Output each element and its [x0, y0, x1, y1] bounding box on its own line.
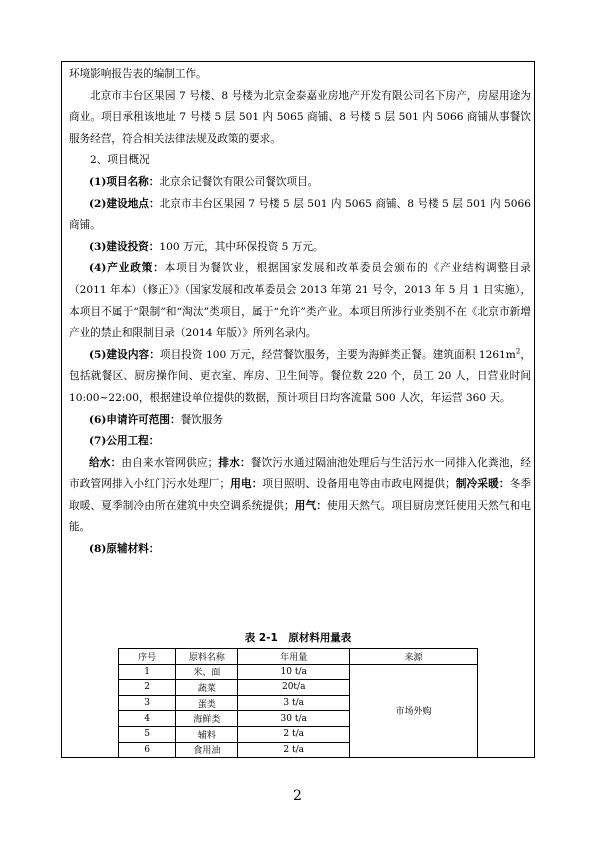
cell-usage: 20t/a [238, 680, 350, 696]
item-policy [69, 258, 531, 344]
cell-source: 市场外购 [349, 664, 477, 758]
item-text: 项目投资 100 万元，经营餐饮服务，主要为海鲜类正餐。建筑面积 1261m [159, 348, 516, 361]
utilities-detail [69, 453, 531, 539]
cell-index: 3 [119, 695, 176, 711]
paragraph-site: 北京市丰台区果园 7 号楼、8 号楼为北京金泰嘉业房地产开发有限公司名下房产，房屋用途为商业。项目承租该地址 7 号楼 5 层 501 内 5065 商铺、8 号楼 5 层 501 内 5066 商铺从事餐饮服务经营，符合相关法律法规及政策的要求。 [69, 89, 531, 145]
item-utilities [69, 431, 531, 453]
item-text: 100 万元，其中环保投资 5 万元。 [159, 240, 324, 253]
item-label: (6)申请许可范围： [89, 413, 181, 426]
utility-label: 排水： [218, 456, 251, 469]
cell-material: 辅料 [176, 726, 238, 742]
item-label: (2)建设地点： [89, 197, 160, 210]
header-source: 来源 [349, 649, 477, 665]
header-material: 原料名称 [176, 649, 238, 665]
item-label: (4)产业政策： [89, 262, 165, 275]
utility-text: 项目照明、设备用电等由市政电网提供； [262, 478, 456, 491]
section-heading: 2、项目概况 [90, 154, 150, 167]
utility-label: 用电： [230, 478, 263, 491]
cell-index: 4 [119, 711, 176, 727]
paragraph-continuation: 环境影响报告表的编制工作。 [69, 68, 207, 80]
cell-usage: 2 t/a [238, 726, 350, 742]
utility-label: 给水： [89, 456, 122, 469]
item-label: (1)项目名称： [89, 175, 160, 188]
utility-label: 用气： [294, 499, 327, 512]
cell-usage: 3 t/a [238, 695, 350, 711]
item-label: (3)建设投资： [89, 240, 160, 253]
item-label: (5)建设内容： [89, 348, 160, 361]
utility-text: 使用天然气。项目厨房烹饪使用天然气和电能。 [69, 499, 532, 534]
cell-usage: 30 t/a [238, 711, 350, 727]
cell-index: 1 [119, 664, 176, 680]
item-construction [69, 345, 531, 410]
utility-label: 制冷采暖： [455, 478, 510, 491]
item-license-scope [69, 410, 531, 432]
cell-material: 食用油 [176, 742, 238, 758]
item-text: 餐饮服务 [180, 413, 223, 426]
cell-material: 蛋类 [176, 695, 238, 711]
item-materials [69, 539, 531, 561]
page-number: 2 [293, 788, 302, 804]
superscript: 2 [515, 347, 521, 356]
utility-text: 餐饮污水通过隔油池处理后与生活污水一同排入化粪池，经市政管网排入小红门污水处理厂； [69, 456, 532, 491]
header-annual-usage: 年用量 [238, 649, 350, 665]
cell-material: 米、面 [176, 664, 238, 680]
cell-index: 5 [119, 726, 176, 742]
item-text: ，包括就餐区、厨房操作间、更衣室、库房、卫生间等。餐位数 220 个，员工 20 人，日营业时间 10:00~22:00，根据建设单位提供的数据，预计项目日均客流量 500 人次，年运营 360 天。 [69, 348, 532, 404]
cell-usage: 2 t/a [238, 742, 350, 758]
cell-material: 海鲜类 [176, 711, 238, 727]
utility-text: 冬季取暖、夏季制冷由所在建筑中央空调系统提供； [69, 478, 532, 512]
utility-text: 由自来水管网供应； [121, 456, 219, 469]
cell-index: 6 [119, 742, 176, 758]
header-index: 序号 [119, 649, 176, 665]
item-text: 北京余记餐饮有限公司餐饮项目。 [159, 175, 319, 188]
item-label: (7)公用工程： [89, 435, 160, 448]
cell-index: 2 [119, 680, 176, 696]
item-investment [69, 237, 531, 259]
item-project-name [69, 172, 531, 194]
item-text: 本项目为餐饮业，根据国家发展和改革委员会颁布的《产业结构调整目录（2011 年本）（修正）》（国家发展和改革委员会 2013 年第 21 号令，2013 年 5 月 1 日实施），本项目不属于“限制”和“淘汰”类项目，属于“允许”类产业。本项目所涉行业类别不在《北京市新增产业的禁止和限制目录（2014 年版）》所列名录内。 [69, 262, 531, 340]
cell-usage: 10 t/a [238, 664, 350, 680]
item-label: (8)原辅材料： [89, 543, 160, 556]
materials-table [118, 648, 478, 758]
table-header-row [119, 649, 478, 665]
item-text: 北京市丰台区果园 7 号楼 5 层 501 内 5065 商铺、8 号楼 5 层 501 内 5066 商铺。 [69, 197, 531, 232]
document-body [69, 64, 531, 561]
table-row [119, 664, 478, 680]
item-location [69, 194, 531, 237]
table-caption: 表 2-1 原材料用量表 [244, 632, 352, 644]
cell-material: 蔬菜 [176, 680, 238, 696]
